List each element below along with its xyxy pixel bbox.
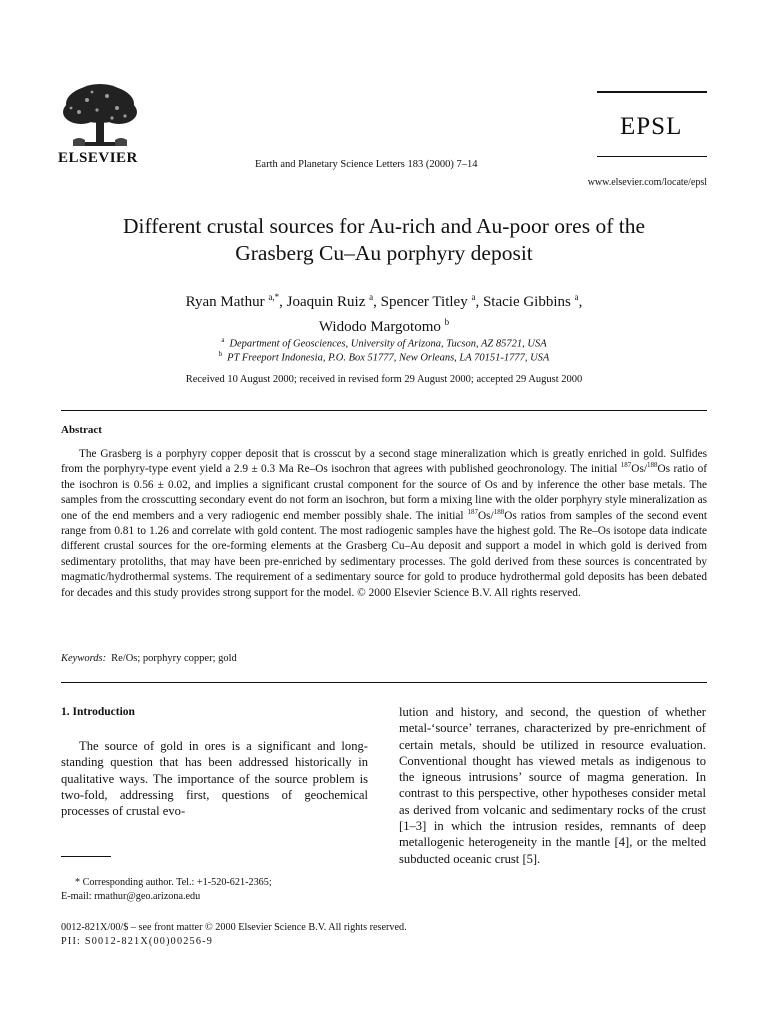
author-affiliation-mark: b <box>444 317 450 327</box>
footnote-rule <box>61 856 111 857</box>
abstract-top-rule <box>61 410 707 411</box>
keywords-text: Re/Os; porphyry copper; gold <box>111 653 237 664</box>
title-line-2: Grasberg Cu–Au porphyry deposit <box>235 241 533 265</box>
author-affiliation-mark: a,* <box>268 292 280 302</box>
author-name: Ryan Mathur <box>185 294 265 310</box>
author-name: Stacie Gibbins <box>482 294 571 310</box>
author-affiliation-mark: a <box>471 292 476 302</box>
journal-url[interactable]: www.elsevier.com/locate/epsl <box>587 177 707 188</box>
journal-abbrev: EPSL <box>620 113 683 140</box>
author-line-2 <box>60 312 708 337</box>
header-rule-top <box>597 91 707 93</box>
affiliation-mark: b <box>218 350 223 358</box>
issn-line: 0012-821X/00/$ – see front matter © 2000 Elsevier Science B.V. All rights reserved. <box>61 922 407 933</box>
header-rule-bottom <box>597 156 707 157</box>
keywords <box>61 653 237 664</box>
footnote-email: E-mail: rmathur@geo.arizona.edu <box>61 891 201 902</box>
article-title <box>40 213 728 267</box>
journal-citation: Earth and Planetary Science Letters 183 (2000) 7–14 <box>255 159 478 170</box>
affiliation-b: $^b$ PT Freeport Indonesia, P.O. Box 51777, New Orleans, LA 70151-1777, USA <box>218 350 550 364</box>
section-heading-introduction: 1. Introduction <box>61 706 135 718</box>
abstract-text: The Grasberg is a porphyry copper deposit that is crosscut by a second stage mineralization which is greatly enriched in gold. Sulfides from the porphyry-type event yield a 2.9 ± 0.3 Ma Re–Os isochron that agrees with published geochronology. The initial $^{187}$Os/$^{188}$Os ratio of the isochron is 0.56 ± 0.02, and implies a significant crustal component for the source of Os and by inference the other base metals. The samples from the crosscutting secondary event do not form an isochron, but form a mixing line with the older porphyry style mineralization as one of the end members and a very radiogenic end member possibly shale. The initial $^{187}$Os/$^{188}$Os ratios from samples of the second event range from 0.81 to 1.26 and correlate with gold content. The most radiogenic samples have the highest gold. The Re–Os isotope data indicate different crustal sources for the ore-forming elements at the Grasberg Cu–Au deposit and support a model in which gold is derived from sedimentary protoliths, that may have been pre-enriched by sedimentary processes. The gold derived from these sources is concentrated by magmatic/hydrothermal systems. The requirement of a sedimentary source for gold to produce hydrothermal gold deposits has been debated for decades and this study provides strong support for the model. © 2000 Elsevier Science B.V. All rights reserved. <box>61 448 707 599</box>
author-name: Widodo Margotomo <box>318 319 441 335</box>
footnote <box>61 876 272 904</box>
author-affiliation-mark: a <box>369 292 374 302</box>
front-matter <box>61 921 407 949</box>
intro-column-left: The source of gold in ores is a significant and long-standing question that has been addressed historically in qualitative ways. The importance of the source problem is two-fold, addressing first, questions of geochemical processes of crustal evo- <box>61 739 368 819</box>
abstract-bottom-rule <box>61 682 707 683</box>
footnote-corresponding-author: * Corresponding author. Tel.: +1-520-621-2365; <box>75 877 272 888</box>
keywords-label: Keywords: <box>61 653 107 664</box>
author-name: Spencer Titley <box>380 294 468 310</box>
title-line-1: Different crustal sources for Au-rich and Au-poor ores of the <box>122 214 645 238</box>
author-line-1: Ryan Mathur $^{a,*}$, Joaquin Ruiz $^a$, Spencer Titley $^a$, Stacie Gibbins $^a$, <box>185 292 583 310</box>
received-dates: Received 10 August 2000; received in revised form 29 August 2000; accepted 29 August 2000 <box>185 374 583 385</box>
publisher-name: ELSEVIER <box>58 150 138 166</box>
affiliation-mark: a <box>221 336 225 344</box>
abstract-heading: Abstract <box>61 424 102 436</box>
author-affiliation-mark: a <box>574 292 579 302</box>
intro-column-right: lution and history, and second, the question of whether metal-‘source’ terranes, characterized by pre-enrichment of certain metals, should be utilized in resource evaluation. Conventional thought has viewed metals as indigenous to the igneous intrusions’ source of magma generation. In contrast to this perspective, other hypotheses consider metal as derived from volcanic and sedimentary rocks of the crust [1–3] in which the intrusion resides, remnants of deep metallogenic heterogeneity in the mantle [4], or the melted subducted oceanic crust [5]. <box>399 705 706 866</box>
author-list <box>60 287 708 337</box>
pii-line: PII: S0012-821X(00)00256-9 <box>61 936 214 947</box>
affiliation-a: $^a$ Department of Geosciences, University of Arizona, Tucson, AZ 85721, USA <box>221 336 547 350</box>
author-name: Joaquin Ruiz <box>286 294 366 310</box>
